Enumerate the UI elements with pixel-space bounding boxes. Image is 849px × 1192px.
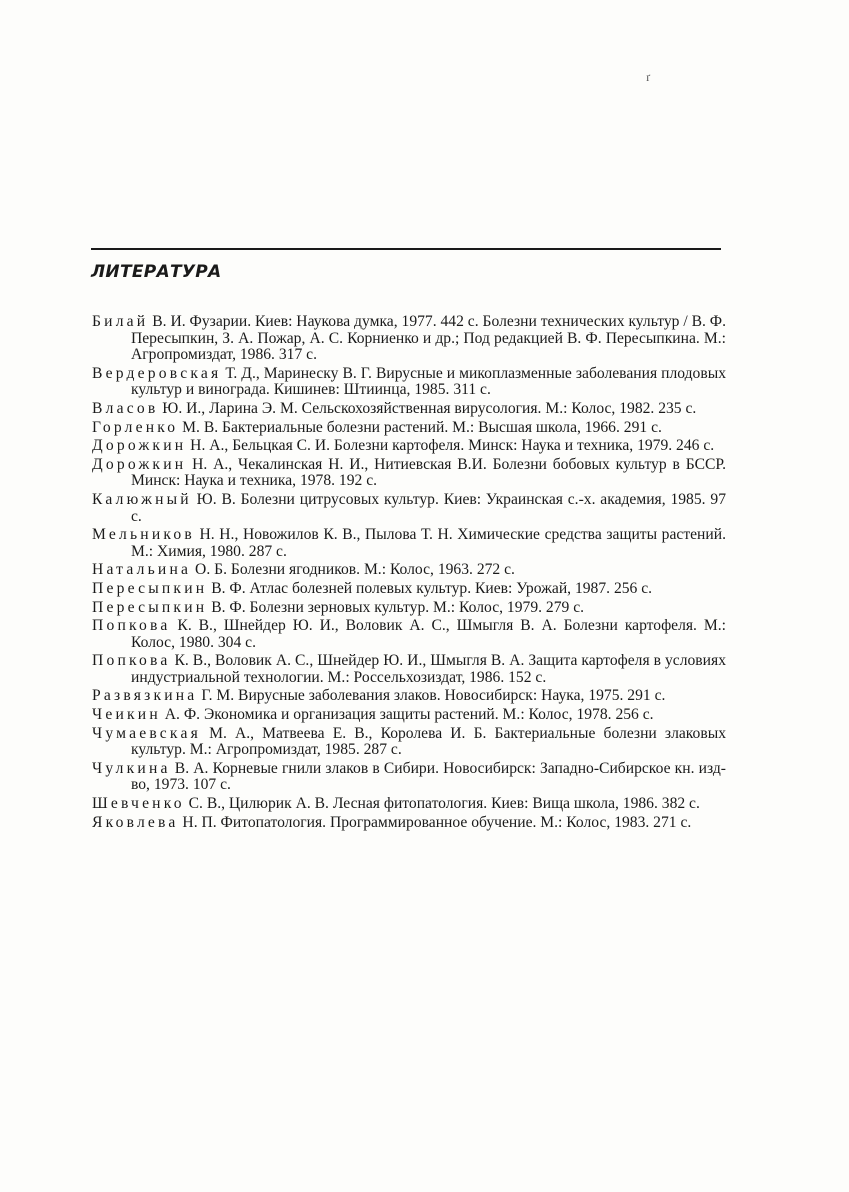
- reference-text: В. Ф. Атлас болезней полевых культур. Киев: Урожай, 1987. 256 с.: [207, 579, 653, 597]
- reference-author: Пересыпкин: [92, 579, 208, 597]
- reference-item: [92, 600, 726, 617]
- reference-text: В. Ф. Болезни зерновых культур. М.: Колос, 1979. 279 с.: [207, 598, 585, 616]
- reference-item: [92, 726, 726, 759]
- reference-text: Ю. И., Ларина Э. М. Сельскохозяйственная вирусология. М.: Колос, 1982. 235 с.: [158, 399, 697, 417]
- reference-item: [92, 492, 726, 525]
- reference-author: Мельников: [92, 526, 195, 544]
- reference-author: Дорожкин: [92, 455, 187, 473]
- reference-item: [92, 796, 726, 813]
- reference-item: [92, 366, 726, 399]
- reference-author: Попкова: [92, 652, 171, 670]
- reference-author: Чеикин: [92, 706, 161, 724]
- reference-text: Н. А., Чекалинская Н. И., Нитиевская В.И. Болезни бобовых культур в БССР. Минск: Наука и техника, 1978. 192 с.: [131, 455, 726, 490]
- reference-item: [92, 457, 726, 490]
- reference-author: Развязкина: [92, 687, 198, 705]
- reference-text: М. А., Матвеева Е. В., Королева И. Б. Бактериальные болезни злаковых культур. М.: Агропромиздат, 1985. 287 с.: [131, 724, 726, 759]
- reference-item: [92, 618, 726, 651]
- reference-text: К. В., Воловик А. С., Шнейдер Ю. И., Шмыгля В. А. Защита картофеля в условиях индустриальной технологии. М.: Россельхозиздат, 1986. 152 с.: [131, 652, 726, 686]
- reference-text: К. В., Шнейдер Ю. И., Воловик А. С., Шмыгля В. А. Болезни картофеля. М.: Колос, 1980. 304 с.: [131, 617, 726, 651]
- reference-item: [92, 420, 726, 437]
- reference-item: [92, 527, 726, 560]
- reference-item: [92, 761, 726, 794]
- reference-author: Натальина: [92, 561, 192, 579]
- reference-text: Н. Н., Новожилов К. В., Пылова Т. Н. Химические средства защиты растений. М.: Химия, 1980. 287 с.: [131, 526, 726, 560]
- reference-author: Вердеровская: [92, 364, 222, 382]
- reference-text: М. В. Бактериальные болезни растений. М.: Высшая школа, 1966. 291 с.: [178, 418, 662, 436]
- top-rule: [91, 248, 721, 250]
- reference-author: Билай: [92, 313, 149, 330]
- reference-author: Яковлева: [92, 813, 179, 831]
- reference-author: Попкова: [92, 617, 171, 635]
- reference-item: [92, 707, 726, 724]
- reference-text: В. И. Фузарии. Киев: Наукова думка, 1977. 442 с. Болезни технических культур / В. Ф. Пересыпкин, З. А. Пожар, А. С. Корниенко и др.; Под редакцией В. Ф. Пересыпкина. М.: Агропромиздат, 1986. 317 с.: [131, 313, 726, 364]
- reference-text: Н. П. Фитопатология. Программированное обучение. М.: Колос, 1983. 271 с.: [178, 813, 692, 831]
- stray-mark: ґ: [646, 70, 651, 84]
- reference-list: [92, 314, 726, 833]
- reference-text: Ю. В. Болезни цитрусовых культур. Киев: Украинская с.-х. академия, 1985. 97 с.: [131, 490, 726, 525]
- reference-author: Калюжный: [92, 490, 192, 508]
- reference-text: Н. А., Бельцкая С. И. Болезни картофеля. Минск: Наука и техника, 1979. 246 с.: [186, 437, 715, 455]
- reference-author: Шевченко: [92, 795, 185, 813]
- reference-item: [92, 688, 726, 705]
- reference-text: С. В., Цилюрик А. В. Лесная фитопатология. Киев: Вища школа, 1986. 382 с.: [184, 795, 700, 813]
- reference-item: [92, 562, 726, 579]
- reference-text: А. Ф. Экономика и организация защиты растений. М.: Колос, 1978. 256 с.: [160, 706, 654, 724]
- reference-author: Власов: [92, 399, 159, 417]
- reference-text: О. Б. Болезни ягодников. М.: Колос, 1963. 272 с.: [191, 561, 515, 579]
- reference-author: Чулкина: [92, 759, 171, 777]
- reference-author: Дорожкин: [92, 437, 187, 455]
- reference-text: Т. Д., Маринеску В. Г. Вирусные и микоплазменные заболевания плодовых культур и винограда. Кишинев: Штиинца, 1985. 311 с.: [131, 364, 726, 399]
- reference-author: Горленко: [92, 418, 179, 436]
- reference-item: [92, 815, 726, 832]
- reference-item: [92, 438, 726, 455]
- reference-author: Чумаевская: [92, 724, 201, 742]
- reference-item: [92, 653, 726, 686]
- reference-item: [92, 401, 726, 418]
- reference-text: Г. М. Вирусные заболевания злаков. Новосибирск: Наука, 1975. 291 с.: [197, 687, 666, 705]
- reference-text: В. А. Корневые гнили злаков в Сибири. Новосибирск: Западно-Сибирское кн. изд-во, 1973. 107 с.: [131, 759, 726, 794]
- reference-item: [92, 314, 726, 364]
- reference-author: Пересыпкин: [92, 598, 208, 616]
- reference-item: [92, 581, 726, 598]
- section-heading: ЛИТЕРАТУРА: [91, 262, 222, 282]
